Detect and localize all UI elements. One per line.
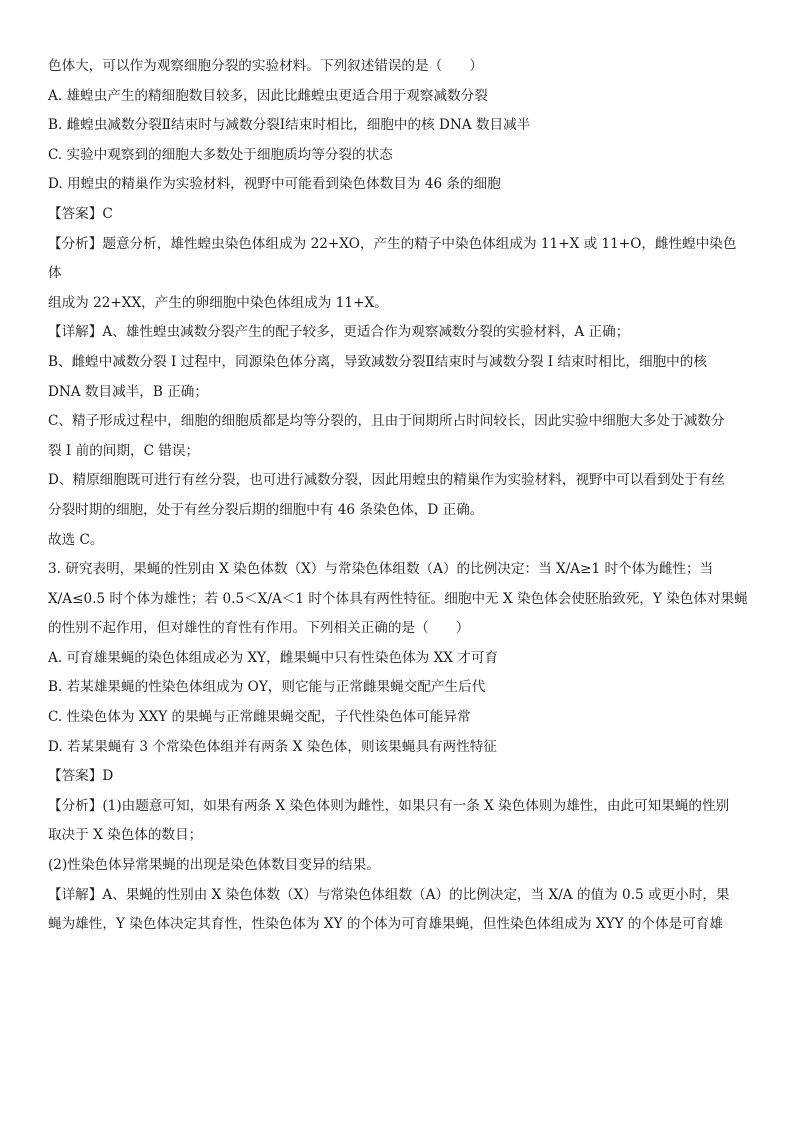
analysis-line: 【分析】题意分析，雄性蝗虫染色体组成为 22+XO，产生的精子中染色体组成为 11+X 或 11+O，雌性蝗中染色体: [48, 235, 737, 282]
text-line: 组成为 22+XX，产生的卵细胞中染色体组成为 11+X。: [48, 294, 388, 311]
document-page: [48, 52, 748, 940]
answer-line: 【答案】C: [48, 205, 113, 222]
text-line: D、精原细胞既可进行有丝分裂，也可进行减数分裂，因此用蝗虫的精巢作为实验材料，视野中可以看到处于有丝: [48, 472, 725, 489]
analysis-line: 【分析】(1)由题意可知，如果有两条 X 染色体则为雌性，如果只有一条 X 染色体则为雄性，由此可知果蝇的性别: [48, 797, 730, 814]
text-line: 的性别不起作用，但对雄性的育性有作用。下列相关正确的是（ ）: [48, 620, 470, 637]
answer-line: 【答案】D: [48, 768, 114, 785]
option-d: D. 用蝗虫的精巢作为实验材料，视野中可能看到染色体数目为 46 条的细胞: [48, 176, 501, 193]
option-d: D. 若某果蝇有 3 个常染色体组并有两条 X 染色体，则该果蝇具有两性特征: [48, 738, 497, 755]
text-line: X/A≤0.5 时个体为雄性；若 0.5＜X/A＜1 时个体具有两性特征。细胞中无 X 染色体会使胚胎致死，Y 染色体对果蝇: [48, 590, 748, 607]
text-line: 蝇为雄性，Y 染色体决定其育性，性染色体为 XY 的个体为可育雄果蝇，但性染色体组成为 XYY 的个体是可育雄: [48, 916, 723, 933]
text-line: 裂 I 前的间期，C 错误；: [48, 442, 200, 459]
text-line: 分裂时期的细胞，处于有丝分裂后期的细胞中有 46 条染色体，D 正确。: [48, 501, 484, 518]
explanation-line: 【详解】A、果蝇的性别由 X 染色体数（X）与常染色体组数（A）的比例决定，当 X/A 的值为 0.5 或更小时，果: [48, 886, 730, 903]
option-c: C. 实验中观察到的细胞大多数处于细胞质均等分裂的状态: [48, 146, 393, 163]
explanation-line: 【详解】A、雄性蝗虫减数分裂产生的配子较多，更适合作为观察减数分裂的实验材料，A 正确；: [48, 324, 630, 341]
text-line: 色体大，可以作为观察细胞分裂的实验材料。下列叙述错误的是（ ）: [48, 58, 483, 74]
conclusion-line: 故选 C。: [48, 531, 104, 548]
option-b: B. 若某雄果蝇的性染色体组成为 OY，则它能与正常雌果蝇交配产生后代: [48, 679, 486, 696]
text-line: C、精子形成过程中，细胞的细胞质都是均等分裂的，且由于间期所占时间较长，因此实验中细胞大多处于减数分: [48, 413, 725, 430]
option-a: A. 可育雄果蝇的染色体组成必为 XY，雌果蝇中只有性染色体为 XX 才可育: [48, 649, 499, 666]
option-a: A. 雄蝗虫产生的精细胞数目较多，因此比雌蝗虫更适合用于观察减数分裂: [48, 87, 488, 104]
option-b: B. 雌蝗虫减数分裂Ⅱ结束时与减数分裂Ⅰ结束时相比，细胞中的核 DNA 数目减半: [48, 117, 531, 134]
question-3-line: 3. 研究表明，果蝇的性别由 X 染色体数（X）与常染色体组数（A）的比例决定：当 X/A≥1 时个体为雌性；当: [48, 561, 714, 578]
text-line: B、雌蝗中减数分裂 I 过程中，同源染色体分离，导致减数分裂Ⅱ结束时与减数分裂 I 结束时相比，细胞中的核: [48, 353, 707, 370]
option-c: C. 性染色体为 XXY 的果蝇与正常雌果蝇交配，子代性染色体可能异常: [48, 709, 471, 726]
text-line: DNA 数目减半，B 正确；: [48, 383, 208, 400]
text-line: (2)性染色体异常果蝇的出现是染色体数目变异的结果。: [48, 857, 380, 874]
text-line: 取决于 X 染色体的数目；: [48, 827, 203, 844]
